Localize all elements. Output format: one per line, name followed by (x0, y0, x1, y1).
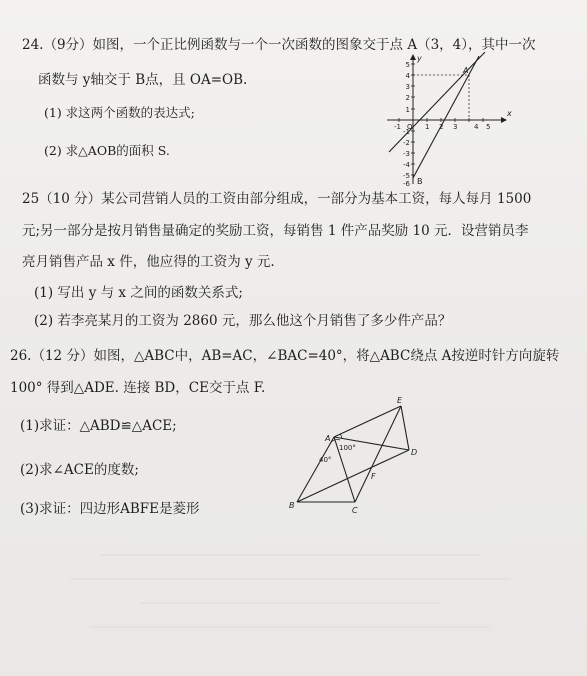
function-graph (383, 52, 513, 186)
svg-text:1: 1 (405, 106, 410, 114)
angle-100-label: 100° (339, 444, 356, 452)
point-b-label: B (417, 177, 423, 186)
svg-text:-2: -2 (403, 139, 410, 147)
label-a: A (325, 434, 331, 443)
q26-line2: 100° 得到△ADE. 连接 BD，CE交于点 F. (10, 380, 266, 396)
q24-sub2: (2) 求△AOB的面积 S. (44, 143, 170, 158)
q24-line2: 函数与 y轴交于 B点，且 OA=OB. (38, 72, 248, 88)
svg-text:4: 4 (474, 123, 479, 131)
bleed-through-texture (60, 540, 560, 660)
angle-40-label: 40° (319, 456, 332, 464)
svg-text:2: 2 (405, 94, 410, 102)
q26-sub3: (3)求证：四边形ABFE是菱形 (20, 501, 200, 517)
y-axis-arrow (410, 54, 416, 60)
q25-line2: 元;另一部分是按月销售量确定的奖励工资，每销售 1 件产品奖励 10 元．设营销员李 (22, 223, 529, 239)
svg-text:3: 3 (453, 123, 458, 131)
svg-text:O: O (407, 123, 413, 131)
svg-text:-1: -1 (403, 128, 410, 136)
q25-sub2: (2) 若李亮某月的工资为 2860 元，那么他这个月销售了多少件产品？ (34, 313, 452, 329)
svg-text:-1: -1 (394, 123, 401, 131)
x-axis-label: x (507, 109, 512, 118)
svg-text:2: 2 (439, 123, 444, 131)
svg-text:5: 5 (486, 123, 491, 131)
proportional-function-line (389, 52, 485, 152)
q25-sub1: (1) 写出 y 与 x 之间的函数关系式; (34, 285, 243, 301)
label-f: F (371, 472, 376, 481)
svg-text:-3: -3 (403, 150, 410, 158)
svg-text:3: 3 (405, 83, 410, 91)
svg-text:-4: -4 (403, 161, 410, 169)
svg-text:4: 4 (405, 72, 410, 80)
point-a-label: A (463, 66, 469, 75)
svg-text:-6: -6 (403, 180, 410, 186)
q24-sub1: (1) 求这两个函数的表达式; (44, 105, 195, 120)
q24-line1: 24.（9分）如图，一个正比例函数与一个一次函数的图象交于点 A（3，4），其中一次 (22, 37, 536, 53)
rotation-figure (285, 392, 425, 516)
q26-line1: 26.（12 分）如图，△ABC中，AB=AC，∠BAC=40°，将△ABC绕点 A按逆时针方向旋转 (10, 348, 560, 364)
y-axis-label: y (417, 54, 422, 63)
q25-line1: 25（10 分）某公司营销人员的工资由部分组成，一部分为基本工资，每人每月 1500 (22, 191, 532, 207)
label-c: C (352, 506, 358, 515)
svg-text:5: 5 (405, 61, 410, 69)
label-b: B (289, 501, 295, 510)
q25-line3: 亮月销售产品 x 件，他应得的工资为 y 元. (22, 254, 275, 270)
label-d: D (411, 448, 418, 457)
q26-sub2: (2)求∠ACE的度数; (20, 462, 139, 478)
label-e: E (397, 396, 403, 405)
svg-text:-5: -5 (403, 172, 410, 180)
svg-text:1: 1 (425, 123, 430, 131)
q26-sub1: (1)求证：△ABD≌△ACE; (20, 418, 177, 434)
figure-segments (297, 406, 409, 502)
